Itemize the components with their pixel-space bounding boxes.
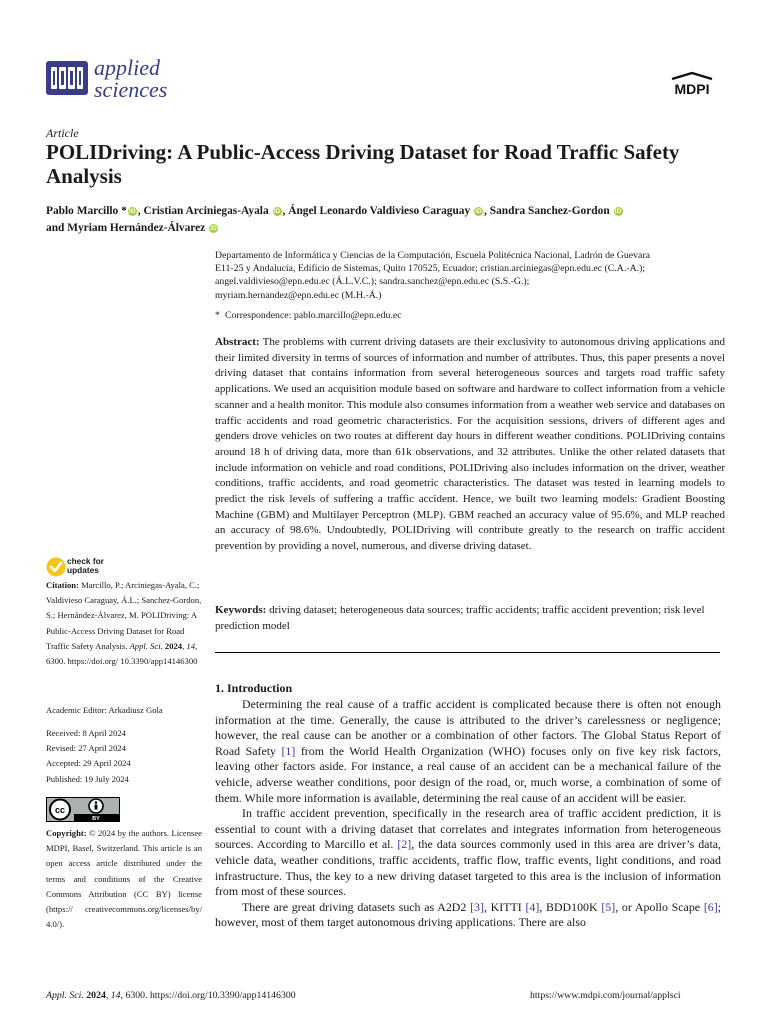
academic-editor: Academic Editor: Arkadiusz Gola — [46, 705, 163, 715]
abstract-text: The problems with current driving datasets are their exclusivity to autonomous driving applications and their limited diversity in terms of sources of information and number of attributes. Thus, this paper presents a novel driving dataset that contains information from several heterogeneous sources and targets road traffic safety applications. We used an acquisition module based on software and hardware to collect information from a vehicle scanner and a health monitor. This module also consumes information from a weather web service and databases on traffic accidents and road geometric characteristics. For the acquisition sessions, drivers of different ages and genders drove vehicles on two routes at different day hours in different weather conditions. POLIDriving contains around 18 h of driving data, more than 61k observations, and 32 attributes. Unlike the other related datasets that include information on vehicle and road conditions, POLIDriving also includes information on the driver, weather conditions, traffic accidents, and road geometric characteristics. The dataset was tested in learning models to predict the risk levels of suffering a traffic accident. Hence, we built two learning models: Gradient Boosting Machine (GBM) and Multilayer Perceptron (MLP). GBM reached an accuracy value of 95.6%, and MLP reached an accuracy of 98.6%. Undoubtedly, POLIDriving will contribute greatly to the research on traffic accident prevention by providing a novel, numerous, and diverse driving dataset. — [215, 336, 725, 553]
author-name[interactable]: and Myriam Hernández-Álvarez — [46, 222, 206, 234]
article-type: Article — [46, 126, 79, 140]
received-date: Received: 8 April 2024 — [46, 728, 126, 738]
section-title: 1. Introduction — [215, 681, 293, 695]
published-date: Published: 19 July 2024 — [46, 773, 129, 784]
author-name[interactable]: Pablo Marcillo * — [46, 205, 127, 217]
orcid-icon[interactable]: iD — [210, 225, 217, 232]
mdpi-logo-icon — [666, 71, 718, 99]
check-for-updates-icon[interactable] — [46, 556, 66, 578]
citation-link[interactable]: [4] — [525, 899, 540, 914]
abstract — [215, 335, 725, 555]
author-list — [46, 203, 736, 237]
citation-link[interactable]: [5] — [601, 899, 616, 914]
citation-link[interactable]: [1] — [281, 743, 296, 758]
author-name[interactable]: , Ángel Leonardo Valdivieso Caraguay — [282, 205, 471, 217]
citation-block: Citation: Marcillo, P.; Arciniegas-Ayala, C.; Valdivieso Caraguay, Á.L.; Sanchez-Gordon, S.; Hernández-Álvarez, M. POLIDriving: A Public-Access Driving Dataset for Road Traffic Safety Analysis. Appl. Sci. 2024, 14, 6300. https://doi.org/ 10.3390/app14146300 — [46, 580, 202, 667]
author-name[interactable]: , Sandra Sanchez-Gordon — [484, 205, 610, 217]
orcid-icon[interactable]: iD — [129, 208, 136, 215]
svg-text:cc: cc — [54, 805, 66, 815]
paragraph: Determining the real cause of a traffic accident is complicated because there is often not enough information at the time. Generally, the cause is attributed to the driver’s carelessness or negligence; however, the real cause can be another or a combination of other factors. The Global Status Report of Road Safety [1] from the World Health Organization (WHO) focuses only on five key risk factors, leaving other factors aside. For instance, a real cause of an accident can be a mechanical failure of the vehicle, adverse weather conditions, poor design of the road, or, much worse, a combination of some of them. While more information is available, determining the real cause of an accident will be easier. — [215, 697, 721, 805]
intro-body — [215, 697, 721, 931]
keywords-label: Keywords: — [215, 604, 267, 616]
article-title: POLIDriving: A Public-Access Driving Dataset for Road Traffic Safety Analysis — [46, 140, 680, 188]
affiliation: Departamento de Informática y Ciencias de la Computación, Escuela Politécnica Nacional, Ladrón de Guevara E11-25 y Andalucía, Edificio de Sistemas, Quito 170525, Ecuador; cristian.arciniegas@epn.edu.ec (C.A.-A.); angel.valdivieso@epn.edu.ec (Á.L.V.C.); sandra.sanchez@epn.edu.ec (S.S.-G.); myriam.hernandez@epn.edu.ec (M.H.-Á.) — [215, 250, 650, 301]
orcid-icon[interactable]: iD — [475, 208, 482, 215]
copyright-block: Copyright: © 2024 by the authors. Licensee MDPI, Basel, Switzerland. This article is an open access article distributed under the terms and conditions of the Creative Commons Attribution (CC BY) license (https:// creativecommons.org/licenses/by/ 4.0/). — [46, 828, 202, 930]
paragraph: There are great driving datasets such as A2D2 [3], KITTI [4], BDD100K [5], or Apollo Scape [6]; however, most of them target autonomous driving applications. There are also — [215, 899, 721, 930]
footer-citation: Appl. Sci. 2024, 14, 6300. https://doi.org/10.3390/app14146300 — [46, 990, 296, 1001]
section-divider — [215, 652, 720, 653]
revised-date: Revised: 27 April 2024 — [46, 743, 126, 754]
orcid-icon[interactable]: iD — [614, 208, 622, 215]
footer-journal-url[interactable]: https://www.mdpi.com/journal/applsci — [530, 990, 681, 1001]
journal-logo-icon — [46, 61, 88, 95]
author-name[interactable]: , Cristian Arciniegas-Ayala — [137, 205, 269, 217]
citation-link[interactable]: [3] — [470, 899, 484, 914]
abstract-label: Abstract: — [215, 336, 260, 348]
svg-text:MDPI: MDPI — [674, 81, 710, 97]
keywords — [215, 603, 725, 634]
citation-link[interactable]: [2] — [397, 837, 412, 852]
accepted-date: Accepted: 29 April 2024 — [46, 758, 131, 769]
paragraph: In traffic accident prevention, specifically in the research area of traffic accident prediction, it is essential to count with a driving dataset that correlates and integrates information from heterogeneous sources. According to Marcillo et al. [2], the data sources commonly used in this area are driver’s data, vehicle data, weather conditions, traffic accidents, traffic flow, traffic events, light conditions, and road infrastructure. Thus, the key to a new driving dataset targeted to this area is the inclusion of information from most of these sources. — [215, 806, 721, 899]
keywords-text: driving dataset; heterogeneous data sources; traffic accidents; traffic accident prevention; risk level prediction model — [215, 604, 705, 632]
check-for-updates-label[interactable]: check for updates — [67, 556, 104, 575]
orcid-icon[interactable]: iD — [273, 208, 281, 215]
correspondence: * Correspondence: pablo.marcillo@epn.edu.ec — [215, 310, 402, 321]
journal-name: applied sciences — [94, 55, 168, 102]
svg-text:BY: BY — [92, 816, 100, 822]
dates-block — [46, 726, 202, 787]
cc-by-license-icon[interactable] — [46, 797, 120, 822]
citation-link[interactable]: [6] — [703, 899, 718, 914]
